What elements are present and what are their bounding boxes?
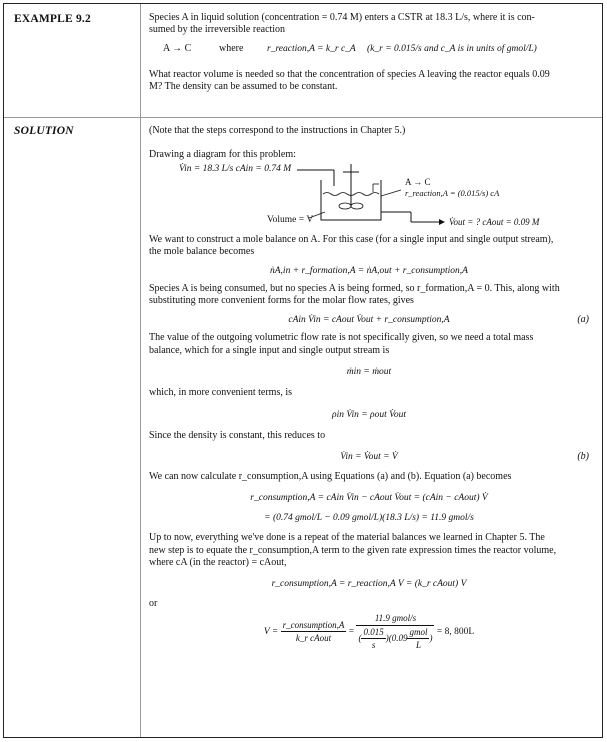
- c-unit-num: gmol: [407, 626, 429, 639]
- solution-body: [149, 125, 589, 652]
- equation-b-row: [149, 451, 589, 463]
- section-divider: [4, 117, 602, 118]
- equation-b: V̇in = V̇out = V̇: [340, 451, 398, 462]
- calc-intro: We can now calculate r_consumption,A using Equations (a) and (b). Equation (a) becomes: [149, 471, 512, 483]
- final-fraction-1-den: k_r cAout: [295, 633, 332, 644]
- rxn-label: A → C: [405, 176, 431, 187]
- equation-a-number: (a): [577, 313, 589, 325]
- volume-label: Volume = V: [267, 214, 314, 225]
- final-fraction-2-den: ( $\frac{0.015}{s}$ )(0.09 $\frac{\text{gmol}}{L}$ ): [358, 626, 433, 651]
- reaction-row: [149, 43, 589, 57]
- inlet-label: V̇in = 18.3 L/s cAin = 0.74 M: [179, 163, 292, 174]
- outflow-line-2: balance, which for a single input and single output stream is: [149, 344, 390, 356]
- equation-b-number: (b): [577, 450, 589, 462]
- equation-a: cAin V̇in = cAout V̇out + r_consumption,A: [288, 314, 450, 325]
- rate-note: (k_r = 0.015/s and c_A is in units of gmol/L): [367, 43, 537, 54]
- k-fraction: [361, 626, 385, 652]
- final-result: = 8, 800L: [436, 627, 475, 638]
- problem-line-2: sumed by the irreversible reaction: [149, 24, 286, 36]
- final-fraction-1: [281, 619, 347, 645]
- cstr-diagram: [149, 162, 589, 234]
- problem-statement: [149, 12, 589, 94]
- density-equation: ρin V̇in = ρout V̇out: [332, 409, 406, 420]
- equation-a-row: [149, 314, 589, 326]
- mass-balance-equation: ṁin = ṁout: [346, 367, 392, 378]
- final-lhs: V =: [263, 627, 279, 638]
- or-word: or: [149, 597, 158, 609]
- example-label: EXAMPLE 9.2: [14, 13, 91, 25]
- question-line-2: M? The density can be assumed to be constant.: [149, 81, 338, 93]
- final-fraction-2: [356, 612, 434, 651]
- rate-equation: r_consumption,A = r_reaction,A V = (k_r cAout) V: [271, 578, 467, 589]
- numeric-equation: = (0.74 gmol/L − 0.09 gmol/L)(18.3 L/s) = 11.9 gmol/s: [264, 512, 474, 523]
- k-unit: s: [371, 640, 376, 651]
- mole-intro-1: We want to construct a mole balance on A. For this case (for a single input and single output stream),: [149, 233, 554, 245]
- drawing-intro: Drawing a diagram for this problem:: [149, 149, 296, 161]
- where-word: where: [219, 42, 244, 54]
- final-fraction-1-num: r_consumption,A: [281, 619, 347, 632]
- consumption-equation: r_consumption,A = cAin V̇in − cAout V̇out = (cAin − cAout) V̇: [250, 492, 488, 503]
- example-box: [3, 3, 603, 738]
- solution-label: SOLUTION: [14, 125, 74, 137]
- reaction: A → C: [163, 42, 192, 54]
- mole-intro-2: the mole balance becomes: [149, 246, 255, 258]
- column-divider: [140, 4, 141, 737]
- outflow-line-1: The value of the outgoing volumetric flow rate is not specifically given, so we need a total mass: [149, 332, 534, 344]
- outlet-label: V̇out = ? cAout = 0.09 M: [449, 216, 540, 227]
- final-fraction-2-num: 11.9 gmol/s: [356, 612, 434, 625]
- c-unit-den: L: [415, 640, 421, 651]
- solution-note: (Note that the steps correspond to the instructions in Chapter 5.): [149, 125, 406, 136]
- up-line-2: new step is to equate the r_consumption,A term to the given rate expression times the reactor volume,: [149, 544, 557, 556]
- up-line-3: where cA (in the reactor) = cAout,: [149, 557, 287, 569]
- c-value: 0.09: [391, 632, 408, 643]
- final-equation: V = $\frac{\text{r\_consumption,A}}{\text{k\_r cAout}}$ = 11.9 gmol/s ( $\frac{0.015}{s}$ )(0.09 $\frac{\text{gmol}}{L}$ ) = 8, 800L: [263, 613, 475, 651]
- c-unit-fraction: [407, 626, 429, 652]
- consumed-line-2: substituting more convenient forms for the molar flow rates, gives: [149, 295, 414, 307]
- up-line-1: Up to now, everything we've done is a repeat of the material balances we learned in Chapter 5. The: [149, 532, 545, 544]
- question-line-1: What reactor volume is needed so that the concentration of species A leaving the reactor equals 0.09: [149, 68, 550, 80]
- problem-line-1: Species A in liquid solution (concentration = 0.74 M) enters a CSTR at 18.3 L/s, where it is con-: [149, 12, 535, 23]
- k-value: 0.015: [361, 626, 385, 639]
- mole-balance-equation: ṅA,in + r_formation,A = ṅA,out + r_consumption,A: [270, 265, 468, 276]
- consumed-line-1: Species A is being consumed, but no species A is being formed, so r_formation,A = 0. This, along with: [149, 283, 560, 295]
- rate-expression: r_reaction,A = k_r c_A: [267, 43, 356, 54]
- density-line: Since the density is constant, this reduces to: [149, 430, 326, 442]
- rxn-rate-label: r_reaction,A = (0.015/s) cA: [405, 187, 500, 198]
- convenient-line: which, in more convenient terms, is: [149, 387, 293, 399]
